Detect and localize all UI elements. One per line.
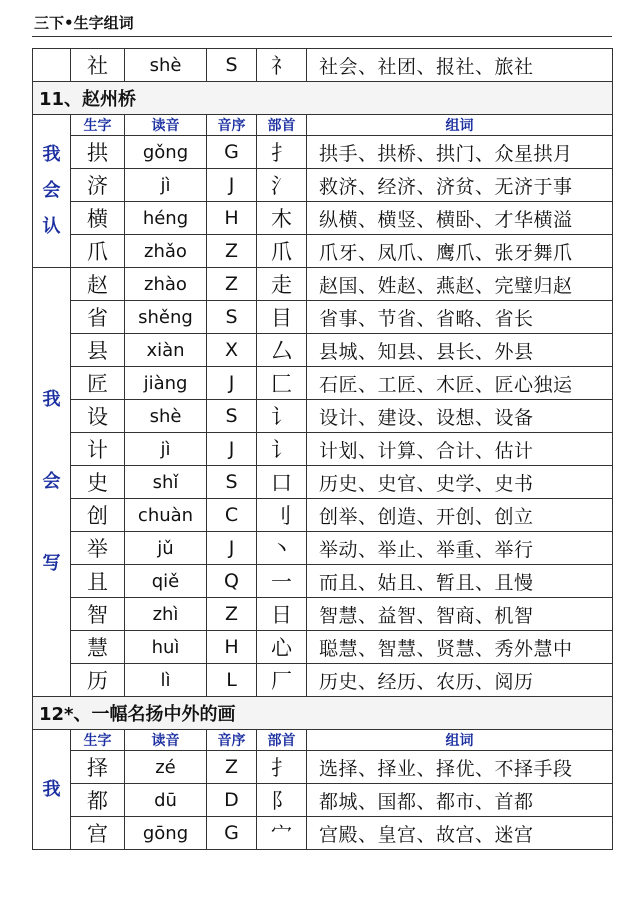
pinyin-cell: chuàn: [125, 499, 207, 532]
radical-cell: 讠: [257, 433, 307, 466]
word-group-cell: 智慧、益智、智商、机智: [307, 598, 613, 631]
character-cell: 爪: [71, 235, 125, 268]
character-cell: 宫: [71, 817, 125, 850]
character-cell: 设: [71, 400, 125, 433]
column-header-radical: 部首: [257, 730, 307, 751]
word-group-cell: 纵横、横竖、横卧、才华横溢: [307, 202, 613, 235]
word-group-cell: 爪牙、凤爪、鹰爪、张牙舞爪: [307, 235, 613, 268]
pinyin-cell: héng: [125, 202, 207, 235]
word-group-cell: 宫殿、皇宫、故宫、迷宫: [307, 817, 613, 850]
phonetic-order-cell: S: [207, 301, 257, 334]
pinyin-cell: shè: [125, 400, 207, 433]
column-header-order: 音序: [207, 115, 257, 136]
pinyin-cell: jì: [125, 433, 207, 466]
table-row: [33, 751, 613, 784]
radical-cell: 礻: [257, 49, 307, 82]
word-group-cell: 创举、创造、开创、创立: [307, 499, 613, 532]
table-row: [33, 334, 613, 367]
phonetic-order-cell: Z: [207, 235, 257, 268]
radical-cell: 刂: [257, 499, 307, 532]
table-row: [33, 202, 613, 235]
table-row: [33, 664, 613, 697]
radical-cell: 一: [257, 565, 307, 598]
pinyin-cell: jǔ: [125, 532, 207, 565]
lesson-title-row: [33, 697, 613, 730]
table-row: [33, 169, 613, 202]
word-group-cell: 历史、史官、史学、史书: [307, 466, 613, 499]
character-cell: 社: [71, 49, 125, 82]
table-row: [33, 532, 613, 565]
pinyin-cell: jiàng: [125, 367, 207, 400]
character-cell: 济: [71, 169, 125, 202]
pinyin-cell: zhǎo: [125, 235, 207, 268]
vocabulary-table: [32, 48, 613, 850]
word-group-cell: 救济、经济、济贫、无济于事: [307, 169, 613, 202]
table-row: [33, 301, 613, 334]
radical-cell: 目: [257, 301, 307, 334]
phonetic-order-cell: G: [207, 136, 257, 169]
table-row: [33, 466, 613, 499]
phonetic-order-cell: C: [207, 499, 257, 532]
lesson-title: 12*、一幅名扬中外的画: [33, 697, 613, 730]
word-group-cell: 县城、知县、县长、外县: [307, 334, 613, 367]
character-cell: 创: [71, 499, 125, 532]
character-cell: 省: [71, 301, 125, 334]
word-group-cell: 赵国、姓赵、燕赵、完璧归赵: [307, 268, 613, 301]
character-cell: 横: [71, 202, 125, 235]
character-cell: 智: [71, 598, 125, 631]
phonetic-order-cell: J: [207, 532, 257, 565]
radical-cell: 氵: [257, 169, 307, 202]
character-cell: 县: [71, 334, 125, 367]
pinyin-cell: gōng: [125, 817, 207, 850]
column-header-row: [33, 730, 613, 751]
table-row: [33, 499, 613, 532]
word-group-cell: 拱手、拱桥、拱门、众星拱月: [307, 136, 613, 169]
word-group-cell: 举动、举止、举重、举行: [307, 532, 613, 565]
radical-cell: 阝: [257, 784, 307, 817]
table-row: [33, 631, 613, 664]
table-row: [33, 565, 613, 598]
column-header-pinyin: 读音: [125, 115, 207, 136]
pinyin-cell: lì: [125, 664, 207, 697]
phonetic-order-cell: H: [207, 631, 257, 664]
group-label-char: 我: [42, 144, 61, 165]
word-group-cell: 石匠、工匠、木匠、匠心独运: [307, 367, 613, 400]
radical-cell: 厂: [257, 664, 307, 697]
radical-cell: 丶: [257, 532, 307, 565]
group-label-cell: [33, 49, 71, 82]
pinyin-cell: dū: [125, 784, 207, 817]
phonetic-order-cell: Z: [207, 751, 257, 784]
radical-cell: 扌: [257, 751, 307, 784]
phonetic-order-cell: D: [207, 784, 257, 817]
table-row: [33, 433, 613, 466]
pinyin-cell: zhì: [125, 598, 207, 631]
group-label-char: 我: [42, 389, 61, 410]
character-cell: 历: [71, 664, 125, 697]
column-header-words: 组词: [307, 730, 613, 751]
group-label-cell: [33, 268, 71, 697]
column-header-pinyin: 读音: [125, 730, 207, 751]
table-row: [33, 598, 613, 631]
word-group-cell: 聪慧、智慧、贤慧、秀外慧中: [307, 631, 613, 664]
table-row: [33, 367, 613, 400]
column-header-char: 生字: [71, 730, 125, 751]
pinyin-cell: zé: [125, 751, 207, 784]
phonetic-order-cell: Z: [207, 268, 257, 301]
table-row: [33, 817, 613, 850]
table-row: [33, 268, 613, 301]
phonetic-order-cell: J: [207, 169, 257, 202]
radical-cell: 宀: [257, 817, 307, 850]
character-cell: 赵: [71, 268, 125, 301]
radical-cell: 走: [257, 268, 307, 301]
table-row: [33, 136, 613, 169]
word-group-cell: 计划、计算、合计、估计: [307, 433, 613, 466]
table-row: [33, 49, 613, 82]
phonetic-order-cell: S: [207, 400, 257, 433]
character-cell: 计: [71, 433, 125, 466]
radical-cell: 厶: [257, 334, 307, 367]
group-label-char: 会: [42, 471, 61, 492]
phonetic-order-cell: J: [207, 433, 257, 466]
pinyin-cell: zhào: [125, 268, 207, 301]
word-group-cell: 设计、建设、设想、设备: [307, 400, 613, 433]
radical-cell: 口: [257, 466, 307, 499]
pinyin-cell: qiě: [125, 565, 207, 598]
column-header-order: 音序: [207, 730, 257, 751]
table-row: [33, 784, 613, 817]
pinyin-cell: jì: [125, 169, 207, 202]
phonetic-order-cell: S: [207, 49, 257, 82]
pinyin-cell: huì: [125, 631, 207, 664]
phonetic-order-cell: Q: [207, 565, 257, 598]
phonetic-order-cell: G: [207, 817, 257, 850]
phonetic-order-cell: S: [207, 466, 257, 499]
phonetic-order-cell: J: [207, 367, 257, 400]
word-group-cell: 社会、社团、报社、旅社: [307, 49, 613, 82]
phonetic-order-cell: X: [207, 334, 257, 367]
phonetic-order-cell: Z: [207, 598, 257, 631]
character-cell: 慧: [71, 631, 125, 664]
radical-cell: 日: [257, 598, 307, 631]
column-header-char: 生字: [71, 115, 125, 136]
character-cell: 拱: [71, 136, 125, 169]
pinyin-cell: shěng: [125, 301, 207, 334]
word-group-cell: 而且、姑且、暂且、且慢: [307, 565, 613, 598]
pinyin-cell: shǐ: [125, 466, 207, 499]
character-cell: 举: [71, 532, 125, 565]
radical-cell: 心: [257, 631, 307, 664]
pinyin-cell: shè: [125, 49, 207, 82]
word-group-cell: 都城、国都、都市、首都: [307, 784, 613, 817]
column-header-words: 组词: [307, 115, 613, 136]
group-label-char: 认: [42, 216, 61, 237]
phonetic-order-cell: H: [207, 202, 257, 235]
column-header-row: [33, 115, 613, 136]
radical-cell: 扌: [257, 136, 307, 169]
word-group-cell: 省事、节省、省略、省长: [307, 301, 613, 334]
lesson-title-row: [33, 82, 613, 115]
group-label-char: 会: [42, 180, 61, 201]
character-cell: 择: [71, 751, 125, 784]
group-label-char: 我: [42, 778, 61, 800]
character-cell: 都: [71, 784, 125, 817]
word-group-cell: 历史、经历、农历、阅历: [307, 664, 613, 697]
pinyin-cell: gǒng: [125, 136, 207, 169]
word-group-cell: 选择、择业、择优、不择手段: [307, 751, 613, 784]
table-row: [33, 400, 613, 433]
page-header-title: 三下•生字组词: [34, 14, 134, 32]
lesson-title: 11、赵州桥: [33, 82, 613, 115]
radical-cell: 木: [257, 202, 307, 235]
column-header-radical: 部首: [257, 115, 307, 136]
group-label-char: 写: [42, 553, 61, 574]
header-divider: [32, 36, 612, 37]
character-cell: 匠: [71, 367, 125, 400]
character-cell: 史: [71, 466, 125, 499]
radical-cell: 爪: [257, 235, 307, 268]
phonetic-order-cell: L: [207, 664, 257, 697]
table-row: [33, 235, 613, 268]
pinyin-cell: xiàn: [125, 334, 207, 367]
radical-cell: 讠: [257, 400, 307, 433]
group-label-cell: [33, 115, 71, 268]
group-label-cell: [33, 730, 71, 850]
radical-cell: 匚: [257, 367, 307, 400]
character-cell: 且: [71, 565, 125, 598]
